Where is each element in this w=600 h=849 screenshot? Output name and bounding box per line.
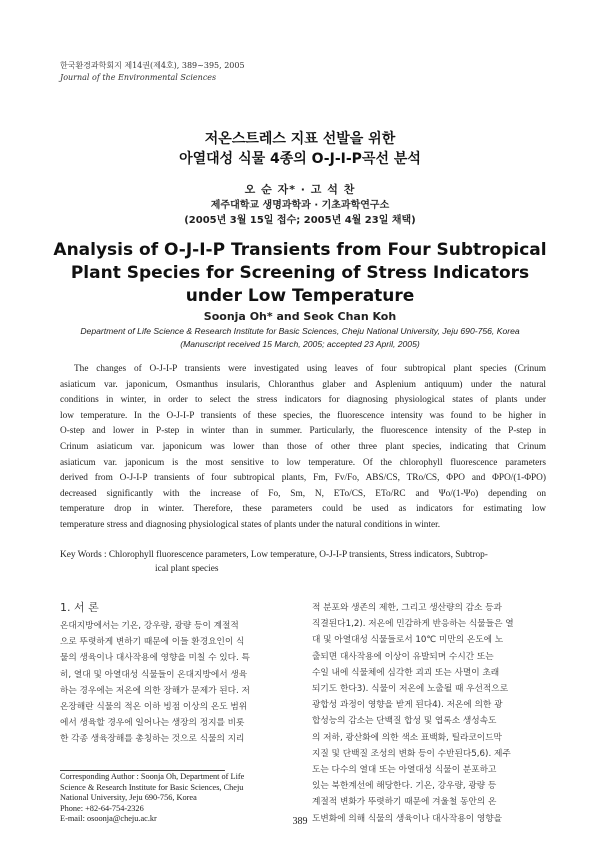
- abstract-line: low temperature. In the O-J-I-P transients of these species, the fluorescence intensity was found to be higher in: [60, 410, 546, 421]
- body-text-line: 도는 다수의 열대 또는 아열대성 식물이 분포하고: [312, 765, 497, 776]
- english-title-line-1: Analysis of O-J-I-P Transients from Four Subtropical: [53, 240, 547, 260]
- correspondence-line-3: National University, Jeju 690-756, Korea: [60, 793, 197, 802]
- journal-citation: 한국환경과학회지 제14권(제4호), 389~395, 2005: [60, 61, 245, 70]
- body-text-line: 수일 내에 식물체에 심각한 괴괴 또는 사멸이 초래: [312, 667, 500, 678]
- korean-affiliation: 제주대학교 생명과학과 · 기초과학연구소: [210, 200, 390, 211]
- keywords-line-2: ical plant species: [155, 564, 219, 574]
- section-heading-introduction: 1. 서 론: [60, 601, 99, 614]
- correspondence-line-1: Corresponding Author : Soonja Oh, Department of Life: [60, 772, 245, 781]
- body-text-line: 있는 북한계선에 해당한다. 기온, 강우량, 광량 등: [312, 781, 497, 792]
- abstract-line: O-step and lower in P-step in winter than in summer. Particularly, the fluorescence intensity of the P-step in: [60, 426, 546, 437]
- korean-authors: 오 순 자* · 고 석 찬: [244, 183, 356, 196]
- body-text-line: 적 분포와 생존의 제한, 그리고 생산량의 감소 등과: [312, 603, 502, 613]
- body-text-line: 하는 경우에는 저온에 의한 장해가 문제가 된다. 저: [60, 685, 250, 696]
- body-text-line: 으로 뚜렷하게 변하기 때문에 이들 환경요인이 식: [60, 637, 245, 648]
- body-text-line: 출되면 대사작용에 이상이 유발되며 수시간 또는: [312, 651, 494, 662]
- body-text-line: 온대지방에서는 기온, 강우량, 광량 등이 계절적: [60, 621, 239, 631]
- english-affiliation: Department of Life Science & Research Institute for Basic Sciences, Cheju National University, Jeju 690-756, Korea: [80, 326, 520, 336]
- abstract-line: derived from O-J-I-P transients of four subtropical plants, Fm, Fv/Fo, ABS/CS, TRo/CS, ΦPO and ΦPO/(1-ΦPO): [60, 473, 546, 484]
- page-number: 389: [292, 816, 308, 827]
- right-column-text: [312, 600, 552, 827]
- footnote-divider: [60, 770, 225, 771]
- body-text-line: 계절적 변화가 뚜렷하기 때문에 겨울철 동안의 온: [312, 797, 497, 808]
- abstract-line: conditions in winter, in order to select the stress indicators for diagnosing physiological states of plants under: [60, 395, 546, 406]
- abstract-line: Crinum asiaticum var. japonicum was lower than those of other three plant species, indicating that Crinum: [60, 441, 546, 452]
- body-text-line: 물의 생육이나 대사작용에 영향을 미칠 수 있다. 특: [60, 653, 250, 664]
- body-text-line: 에서 생육할 경우에 일어나는 생장의 정지를 비롯: [60, 718, 245, 729]
- body-text-line: 되기도 한다3). 식물이 저온에 노출될 때 우선적으로: [312, 684, 509, 695]
- journal-name: Journal of the Environmental Sciences: [60, 73, 217, 82]
- body-text-line: 온장해란 식물의 적온 이하 빙점 이상의 온도 범위: [60, 702, 248, 713]
- abstract-line: temperature stress and diagnosing physiological states of plants under the natural conditions in winter.: [60, 519, 441, 530]
- abstract-line: decreased significantly with the increase of Fo, Sm, N, ETo/CS, ETo/RC and Ψo/(1-Ψo) depending on: [60, 488, 546, 499]
- correspondence-phone: Phone: +82-64-754-2326: [60, 803, 144, 813]
- english-title-line-3: under Low Temperature: [185, 286, 415, 306]
- abstract-line: The changes of O-J-I-P transients were investigated using leaves of four subtropical plant species (Crinum: [74, 364, 546, 374]
- left-column: [60, 600, 300, 748]
- korean-title-line-2: 아열대성 식물 4종의 O-J-I-P곡선 분석: [179, 151, 421, 167]
- body-text-line: 광합성 과정이 영향을 받게 된다4). 저온에 의한 광: [312, 700, 503, 711]
- abstract: [60, 362, 546, 534]
- body-text-line: 직결된다1,2). 저온에 민감하게 반응하는 식물들은 열: [312, 619, 514, 630]
- right-column: [312, 600, 552, 827]
- abstract-line: asiaticum var. japonicum, Osmanthus insularis, Chloranthus glaber and Asplenium antiquum) under the natural: [60, 379, 546, 390]
- body-text-line: 지질 및 단백질 조성의 변화 등이 수반된다5,6). 제주: [312, 748, 511, 759]
- body-text-line: 합성능의 감소는 단백질 합성 및 엽록소 생성속도: [312, 716, 497, 727]
- journal-info: [60, 60, 245, 84]
- keywords: [60, 548, 550, 576]
- correspondence-email: E-mail: osoonja@cheju.ac.kr: [60, 814, 157, 823]
- correspondence-line-2: Science & Research Institute for Basic Sciences, Cheju: [60, 782, 244, 792]
- korean-dates: (2005년 3월 15일 접수; 2005년 4월 23일 채택): [184, 215, 416, 226]
- body-text-line: 한 각종 생육장해를 총칭하는 것으로 식물의 지리: [60, 734, 245, 745]
- keywords-label: Key Words :: [60, 550, 109, 560]
- body-text-line: 히, 열대 및 아열대성 식물들이 온대지방에서 생육: [60, 669, 248, 680]
- keywords-line-1: Chlorophyll fluorescence parameters, Low temperature, O-J-I-P transients, Stress indicators, Subtrop-: [108, 550, 488, 560]
- korean-title-line-1: 저온스트레스 지표 선발을 위한: [204, 131, 396, 147]
- left-column-text: [60, 618, 300, 748]
- english-authors: Soonja Oh* and Seok Chan Koh: [203, 310, 397, 323]
- abstract-line: temperature drop in winter. Therefore, these parameters could be used as indicators for estimating low: [60, 504, 546, 515]
- abstract-line: asiaticum var. japonicum is the most sensitive to low temperature. Of the chlorophyll fluorescence parameters: [60, 457, 546, 468]
- body-text-line: 대 및 아열대성 식물들로서 10℃ 미만의 온도에 노: [312, 635, 504, 646]
- english-title-line-2: Plant Species for Screening of Stress Indicators: [70, 263, 530, 283]
- body-text-line: 의 저하, 광산화에 의한 색소 표백화, 틸라코이드막: [312, 732, 502, 743]
- body-text-line: 도변화에 의해 식물의 생육이나 대사작용이 영향을: [312, 813, 503, 824]
- english-dates: (Manuscript received 15 March, 2005; accepted 23 April, 2005): [180, 339, 420, 349]
